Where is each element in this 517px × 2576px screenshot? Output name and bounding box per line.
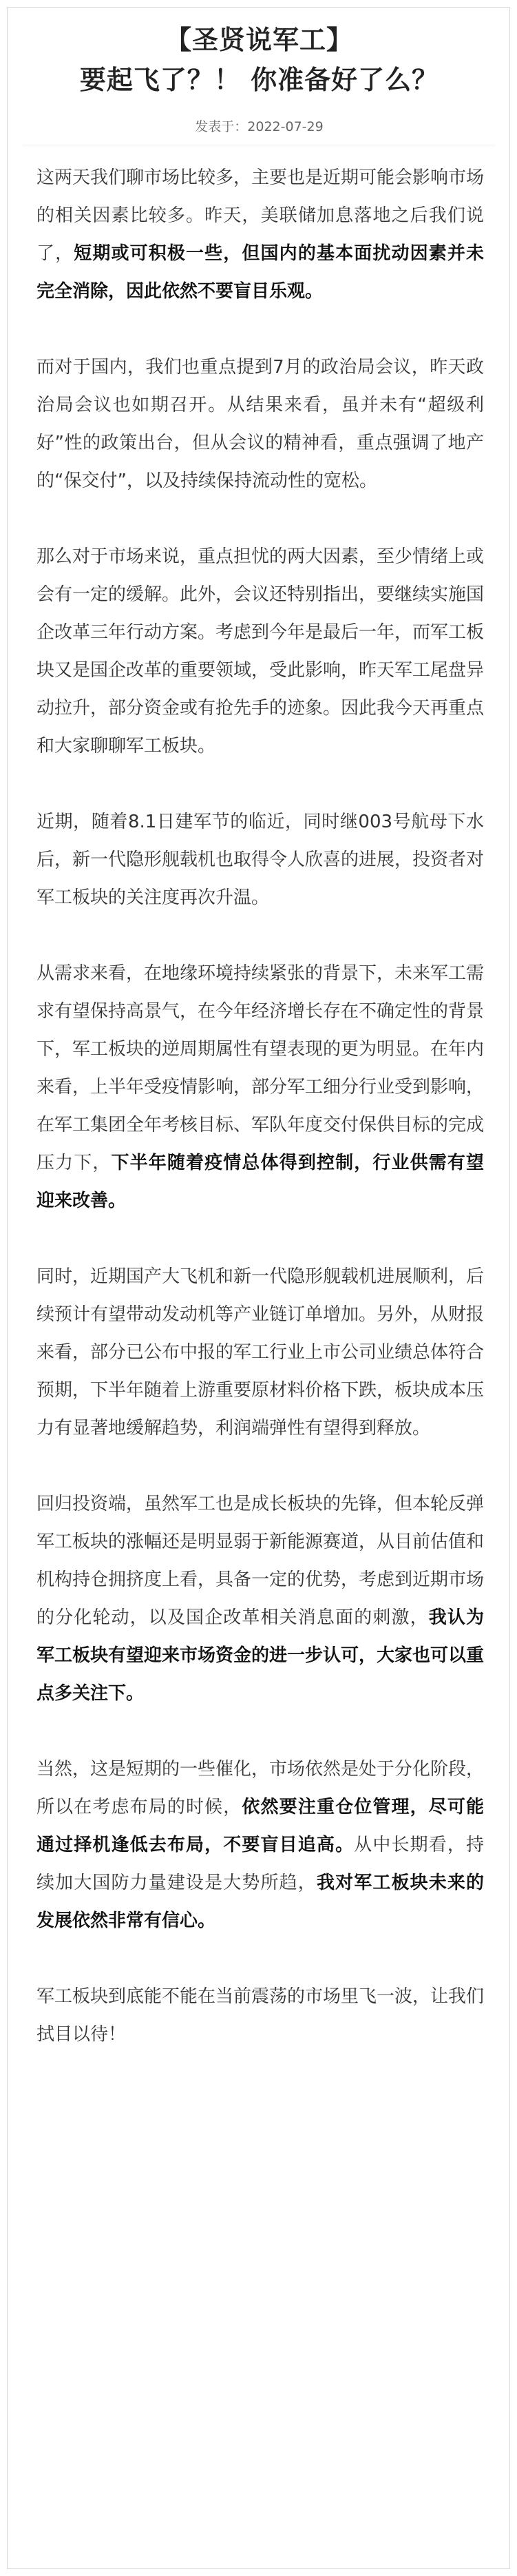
bold-text-segment: 下半年随着疫情总体得到控制，行业供需有望迎来改善。 — [36, 1153, 484, 1211]
paragraph — [36, 1485, 484, 1713]
text-segment: 当然，这是短期的一些催化，市场依然是处于分化阶段，所以在考虑布局的时候， — [36, 1759, 485, 1817]
text-segment: 那么对于市场来说，重点担忧的两大因素，至少情绪上或会有一定的缓解。此外，会议还特别指出，要继续实施国企改革三年行动方案。考虑到今年是最后一年，而军工板块又是国企改革的重要领域，受此影响，昨天军工尾盘异动拉升，部分资金或有抢先手的迹象。因此我今天再重点和大家聊聊军工板块。 — [36, 546, 485, 756]
text-segment: 从中长期看，持续加大国防力量建设是大势所趋， — [36, 1835, 484, 1893]
paragraph — [36, 1978, 484, 2054]
article-card — [7, 7, 510, 2569]
bold-text-segment: 我认为军工板块有望迎来市场资金的进一步认可，大家也可以重点多关注下。 — [36, 1607, 485, 1704]
text-segment: 这两天我们聊市场比较多，主要也是近期可能会影响市场的相关因素比较多。昨天，美联储加息落地之后我们说了， — [36, 167, 485, 264]
paragraph — [36, 1751, 484, 1940]
publish-label: 发表于： — [195, 119, 248, 134]
text-segment: 同时，近期国产大飞机和新一代隐形舰载机进展顺利，后续预计有望带动发动机等产业链订单增加。另外，从财报来看，部分已公布中报的军工行业上市公司业绩总体符合预期，下半年随着上游重要原材料价格下跌，板块成本压力有显著地缓解趋势，利润端弹性有望得到释放。 — [36, 1266, 485, 1439]
paragraph — [36, 159, 484, 311]
title-line-1: 【圣贤说军工】 — [165, 25, 353, 55]
publish-info — [8, 118, 511, 136]
text-segment: 而对于国内，我们也重点提到7月的政治局会议，昨天政治局会议也如期召开。从结果来看，虽并未有“超级利好”性的政策出台，但从会议的精神看，重点强调了地产的“保交付”，以及持续保持流动性的宽松。 — [36, 357, 484, 491]
paragraph — [36, 538, 484, 765]
title-line-2: 要起飞了？！ 你准备好了么？ — [79, 65, 439, 95]
paragraph — [36, 803, 484, 917]
text-segment: 回归投资端，虽然军工也是成长板块的先锋，但本轮反弹军工板块的涨幅还是明显弱于新能源赛道，从目前估值和机构持仓拥挤度上看，具备一定的优势，考虑到近期市场的分化轮动，以及国企改革相关消息面的刺激， — [36, 1494, 485, 1628]
text-segment: 从需求来看，在地缘环境持续紧张的背景下，未来军工需求有望保持高景气，在今年经济增长存在不确定性的背景下，军工板块的逆周期属性有望表现的更为明显。在年内来看，上半年受疫情影响，部分军工细分行业受到影响，在军工集团全年考核目标、军队年度交付保供目标的完成压力下， — [36, 963, 485, 1173]
bold-text-segment: 依然要注重仓位管理，尽可能通过择机逢低去布局，不要盲目追高。 — [36, 1797, 484, 1855]
article-body — [36, 159, 484, 2054]
paragraph — [36, 955, 484, 1220]
bold-text-segment: 我对军工板块未来的发展依然非常有信心。 — [36, 1873, 484, 1931]
publish-date: 2022-07-29 — [247, 119, 324, 134]
text-segment: 军工板块到底能不能在当前震荡的市场里飞一波，让我们拭目以待！ — [36, 1986, 485, 2045]
text-segment: 近期，随着8.1日建军节的临近，同时继003号航母下水后，新一代隐形舰载机也取得令人欣喜的进展，投资者对军工板块的关注度再次升温。 — [36, 812, 485, 908]
paragraph — [36, 349, 484, 500]
paragraph — [36, 1258, 484, 1447]
article-title — [8, 20, 511, 100]
bold-text-segment: 短期或可积极一些，但国内的基本面扰动因素并未完全消除，因此依然不要盲目乐观。 — [36, 243, 484, 302]
